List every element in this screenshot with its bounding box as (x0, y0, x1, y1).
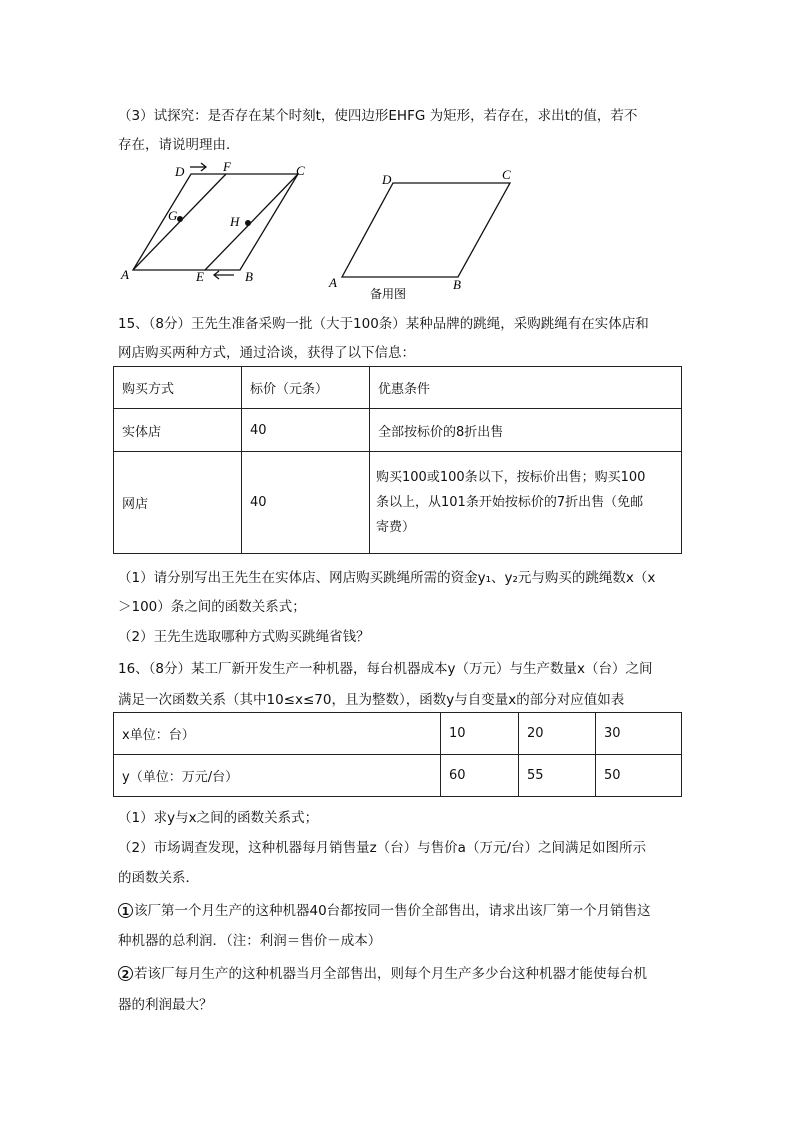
header-cell: 优惠条件 (370, 367, 682, 409)
label-g: G (168, 208, 178, 223)
point-h-dot (245, 220, 251, 226)
label-a: A (121, 267, 129, 282)
label-a: A (329, 275, 337, 290)
q16-c1-line1 (118, 899, 651, 919)
table-cell: 20 (519, 713, 596, 755)
table-cell: 60 (441, 755, 519, 797)
q16-sub2-line1: （2）市场调查发现，这种机器每月销售量z（台）与售价a（万元/台）之间满足如图所示 (118, 840, 646, 856)
q16-sub1: （1）求y与x之间的函数关系式； (118, 810, 319, 826)
header-cell: 标价（元条） (242, 367, 370, 409)
q15-sub2: （2）王先生选取哪种方式购买跳绳省钱？ (118, 629, 370, 645)
discount-line: 购买100或100条以下，按标价出售；购买100 (376, 470, 646, 485)
q16-sub2-line2: 的函数关系． (118, 870, 199, 886)
label-b: B (245, 269, 253, 284)
c1-text: 该厂第一个月生产的这种机器40台都按同一售价全部售出，请求出该厂第一个月销售这 (134, 903, 651, 919)
table-cell: y（单位：万元/台） (114, 755, 441, 797)
q16-c2-line2: 器的利润最大？ (118, 997, 213, 1013)
circled-number-2: 2 (118, 966, 133, 981)
discount-line: 条以上，从101条开始按标价的7折出售（免邮 (376, 495, 644, 510)
q14-part3-line2: 存在，请说明理由． (118, 137, 240, 153)
header-cell: 购买方式 (114, 367, 242, 409)
label-c: C (502, 167, 511, 182)
parallelogram-figure-1 (110, 158, 320, 288)
table-cell: 50 (596, 755, 682, 797)
q16-line2: 满足一次函数关系（其中10≤x≤70，且为整数），函数y与自变量x的部分对应值如表 (118, 692, 625, 708)
circled-number-1: 1 (118, 903, 133, 918)
table-cell: 实体店 (114, 409, 242, 452)
table-row (114, 755, 682, 797)
table-cell: 10 (441, 713, 519, 755)
table-cell (370, 452, 682, 554)
label-b: B (453, 277, 461, 292)
q16-c2-line1 (118, 962, 647, 982)
label-d: D (175, 164, 185, 179)
table-cell: 30 (596, 713, 682, 755)
point-g-dot (177, 216, 183, 222)
q16-value-table (113, 712, 682, 797)
q15-price-table (113, 366, 682, 554)
table-row (114, 713, 682, 755)
figure-caption: 备用图 (370, 287, 407, 301)
q15-sub1-line2: ＞100）条之间的函数关系式； (118, 599, 306, 615)
table-cell: 网店 (114, 452, 242, 554)
q15-sub1-line1: （1）请分别写出王先生在实体店、网店购买跳绳所需的资金y₁、y₂元与购买的跳绳数x（x (118, 570, 656, 586)
label-f: F (223, 159, 231, 174)
table-cell: 55 (519, 755, 596, 797)
label-h: H (230, 214, 240, 229)
table-row (114, 452, 682, 554)
table-cell: 40 (242, 409, 370, 452)
table-cell: x单位：台） (114, 713, 441, 755)
label-d: D (382, 172, 392, 187)
q15-line2: 网店购买两种方式，通过洽谈，获得了以下信息： (118, 345, 415, 361)
label-e: E (196, 269, 204, 284)
label-c: C (296, 163, 305, 178)
q16-line1: 16、（8分）某工厂新开发生产一种机器，每台机器成本y（万元）与生产数量x（台）之间 (118, 661, 653, 677)
discount-line: 寄费） (376, 520, 416, 535)
table-cell: 全部按标价的8折出售 (370, 409, 682, 452)
table-header-row (114, 367, 682, 409)
c2-text: 若该厂每月生产的这种机器当月全部售出，则每个月生产多少台这种机器才能使每台机 (134, 966, 647, 982)
q16-c1-line2: 种机器的总利润．（注：利润＝售价－成本） (118, 933, 382, 949)
parallelogram-figure-2 (320, 165, 520, 303)
q15-line1: 15、（8分）王先生准备采购一批（大于100条）某种品牌的跳绳，采购跳绳有在实体店和 (118, 316, 649, 332)
q14-part3-line1: （3）试探究：是否存在某个时刻t，使四边形EHFG 为矩形，若存在，求出t的值，若不 (118, 108, 638, 124)
table-row (114, 409, 682, 452)
table-cell: 40 (242, 452, 370, 554)
